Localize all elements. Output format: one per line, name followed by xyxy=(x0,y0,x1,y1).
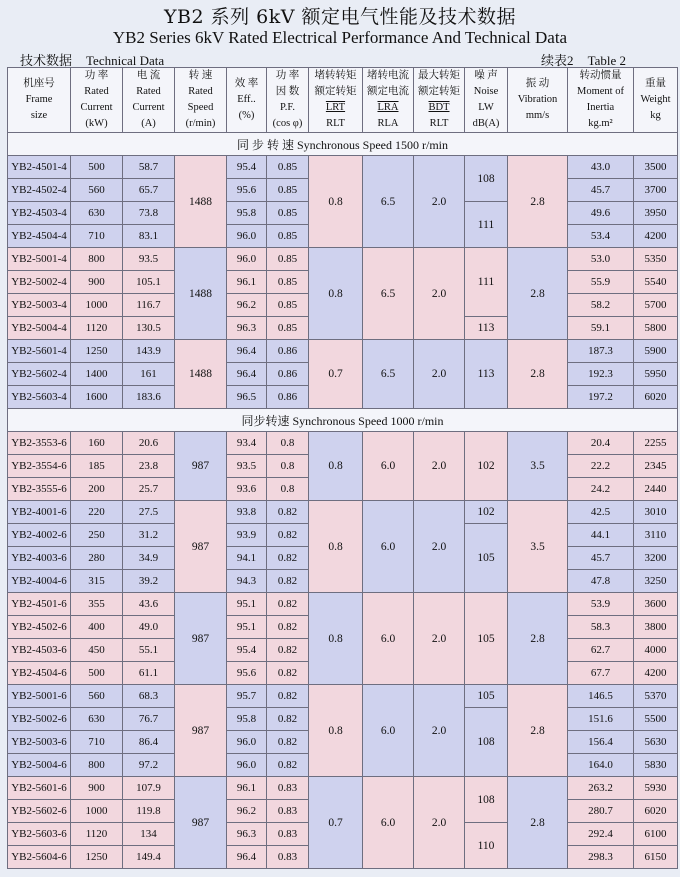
cell-lra: 6.0 xyxy=(363,777,414,869)
cell-efficiency: 95.7 xyxy=(227,685,267,708)
cell-weight: 2440 xyxy=(634,478,678,501)
cell-current: 83.1 xyxy=(123,225,175,248)
cell-power: 450 xyxy=(71,639,123,662)
cell-vibration: 2.8 xyxy=(508,685,568,777)
header-power-factor: 功 率 因 数 P.F. (cos φ) xyxy=(267,68,309,133)
cell-lrt: 0.8 xyxy=(309,685,363,777)
cell-inertia: 20.4 xyxy=(568,432,634,455)
cell-current: 119.8 xyxy=(123,800,175,823)
cell-efficiency: 93.4 xyxy=(227,432,267,455)
cell-inertia: 43.0 xyxy=(568,156,634,179)
cell-weight: 3010 xyxy=(634,501,678,524)
cell-efficiency: 95.4 xyxy=(227,156,267,179)
cell-power: 1250 xyxy=(71,846,123,869)
cell-power-factor: 0.85 xyxy=(267,294,309,317)
cell-frame-size: YB2-5004-6 xyxy=(8,754,71,777)
cell-efficiency: 95.6 xyxy=(227,179,267,202)
cell-frame-size: YB2-3554-6 xyxy=(8,455,71,478)
cell-power-factor: 0.85 xyxy=(267,317,309,340)
cell-current: 86.4 xyxy=(123,731,175,754)
cell-current: 55.1 xyxy=(123,639,175,662)
cell-weight: 6100 xyxy=(634,823,678,846)
cell-power: 250 xyxy=(71,524,123,547)
cell-power: 355 xyxy=(71,593,123,616)
table-row xyxy=(8,685,678,708)
cell-weight: 2345 xyxy=(634,455,678,478)
cell-bdt: 2.0 xyxy=(414,501,465,593)
cell-power: 1250 xyxy=(71,340,123,363)
cell-lra: 6.0 xyxy=(363,593,414,685)
cell-lrt: 0.8 xyxy=(309,156,363,248)
cell-efficiency: 96.1 xyxy=(227,271,267,294)
cell-efficiency: 96.0 xyxy=(227,248,267,271)
cell-frame-size: YB2-4504-4 xyxy=(8,225,71,248)
cell-noise: 102 xyxy=(465,501,508,524)
cell-weight: 5830 xyxy=(634,754,678,777)
cell-power-factor: 0.82 xyxy=(267,547,309,570)
cell-current: 76.7 xyxy=(123,708,175,731)
cell-power-factor: 0.85 xyxy=(267,225,309,248)
table-row xyxy=(8,248,678,271)
table-row xyxy=(8,340,678,363)
page-title-chinese: YB2 系列 6kV 额定电气性能及技术数据 xyxy=(163,6,517,28)
header-rated-current: 电 流 Rated Current (A) xyxy=(123,68,175,133)
cell-current: 58.7 xyxy=(123,156,175,179)
header-efficiency: 效 率 Eff.. (%) xyxy=(227,68,267,133)
cell-lrt: 0.7 xyxy=(309,340,363,409)
cell-efficiency: 95.6 xyxy=(227,662,267,685)
cell-lra: 6.0 xyxy=(363,685,414,777)
cell-inertia: 42.5 xyxy=(568,501,634,524)
cell-inertia: 58.2 xyxy=(568,294,634,317)
cell-power: 1400 xyxy=(71,363,123,386)
cell-power-factor: 0.85 xyxy=(267,179,309,202)
cell-efficiency: 95.8 xyxy=(227,202,267,225)
cell-frame-size: YB2-5003-4 xyxy=(8,294,71,317)
performance-data-table xyxy=(7,67,678,869)
cell-inertia: 164.0 xyxy=(568,754,634,777)
cell-current: 34.9 xyxy=(123,547,175,570)
cell-current: 105.1 xyxy=(123,271,175,294)
cell-inertia: 55.9 xyxy=(568,271,634,294)
cell-bdt: 2.0 xyxy=(414,248,465,340)
cell-weight: 3600 xyxy=(634,593,678,616)
cell-frame-size: YB2-5002-6 xyxy=(8,708,71,731)
cell-inertia: 298.3 xyxy=(568,846,634,869)
cell-efficiency: 96.4 xyxy=(227,340,267,363)
cell-weight: 6150 xyxy=(634,846,678,869)
cell-current: 97.2 xyxy=(123,754,175,777)
cell-power: 800 xyxy=(71,248,123,271)
cell-weight: 3800 xyxy=(634,616,678,639)
cell-current: 134 xyxy=(123,823,175,846)
cell-lra: 6.5 xyxy=(363,340,414,409)
cell-current: 49.0 xyxy=(123,616,175,639)
cell-power: 160 xyxy=(71,432,123,455)
cell-power-factor: 0.85 xyxy=(267,156,309,179)
cell-efficiency: 95.1 xyxy=(227,593,267,616)
header-noise: 噪 声 Noise LW dB(A) xyxy=(465,68,508,133)
cell-current: 116.7 xyxy=(123,294,175,317)
cell-vibration: 2.8 xyxy=(508,340,568,409)
cell-efficiency: 93.5 xyxy=(227,455,267,478)
cell-power-factor: 0.8 xyxy=(267,432,309,455)
cell-lrt: 0.8 xyxy=(309,248,363,340)
cell-bdt: 2.0 xyxy=(414,593,465,685)
cell-efficiency: 93.9 xyxy=(227,524,267,547)
cell-noise: 110 xyxy=(465,823,508,869)
synchronous-speed-band: 同 步 转 速 Synchronous Speed 1500 r/min xyxy=(8,133,678,156)
cell-inertia: 156.4 xyxy=(568,731,634,754)
cell-inertia: 45.7 xyxy=(568,547,634,570)
cell-current: 73.8 xyxy=(123,202,175,225)
synchronous-speed-band: 同步转速 Synchronous Speed 1000 r/min xyxy=(8,409,678,432)
cell-power-factor: 0.82 xyxy=(267,754,309,777)
cell-efficiency: 95.1 xyxy=(227,616,267,639)
cell-inertia: 146.5 xyxy=(568,685,634,708)
cell-current: 23.8 xyxy=(123,455,175,478)
cell-bdt: 2.0 xyxy=(414,340,465,409)
page-title-english: YB2 Series 6kV Rated Electrical Performance And Technical Data xyxy=(112,28,568,47)
cell-speed: 1488 xyxy=(175,248,227,340)
cell-inertia: 53.0 xyxy=(568,248,634,271)
cell-power-factor: 0.86 xyxy=(267,363,309,386)
cell-inertia: 151.6 xyxy=(568,708,634,731)
cell-efficiency: 96.1 xyxy=(227,777,267,800)
cell-efficiency: 94.1 xyxy=(227,547,267,570)
cell-weight: 5930 xyxy=(634,777,678,800)
cell-noise: 105 xyxy=(465,524,508,593)
table-header-row xyxy=(8,68,678,133)
cell-efficiency: 93.8 xyxy=(227,501,267,524)
cell-power-factor: 0.82 xyxy=(267,570,309,593)
table-number-caption: 续表2 Table 2 xyxy=(541,53,626,68)
cell-weight: 4200 xyxy=(634,662,678,685)
cell-frame-size: YB2-5601-6 xyxy=(8,777,71,800)
cell-weight: 3200 xyxy=(634,547,678,570)
cell-power: 200 xyxy=(71,478,123,501)
cell-power-factor: 0.85 xyxy=(267,248,309,271)
technical-data-caption: 技术数据 Technical Data xyxy=(20,53,165,68)
header-weight: 重量 Weight kg xyxy=(634,68,678,133)
cell-noise: 102 xyxy=(465,432,508,501)
cell-power-factor: 0.83 xyxy=(267,800,309,823)
cell-speed: 987 xyxy=(175,432,227,501)
cell-power-factor: 0.83 xyxy=(267,777,309,800)
cell-frame-size: YB2-4504-6 xyxy=(8,662,71,685)
cell-power-factor: 0.83 xyxy=(267,846,309,869)
cell-lrt: 0.7 xyxy=(309,777,363,869)
cell-weight: 5370 xyxy=(634,685,678,708)
cell-vibration: 2.8 xyxy=(508,156,568,248)
cell-power-factor: 0.85 xyxy=(267,271,309,294)
cell-noise: 105 xyxy=(465,593,508,685)
cell-weight: 5950 xyxy=(634,363,678,386)
cell-frame-size: YB2-4501-6 xyxy=(8,593,71,616)
cell-power-factor: 0.82 xyxy=(267,731,309,754)
cell-efficiency: 96.3 xyxy=(227,317,267,340)
cell-inertia: 280.7 xyxy=(568,800,634,823)
cell-power: 800 xyxy=(71,754,123,777)
cell-weight: 5800 xyxy=(634,317,678,340)
cell-vibration: 2.8 xyxy=(508,777,568,869)
cell-noise: 111 xyxy=(465,248,508,317)
cell-frame-size: YB2-5001-4 xyxy=(8,248,71,271)
cell-weight: 3250 xyxy=(634,570,678,593)
cell-power-factor: 0.82 xyxy=(267,524,309,547)
cell-lrt: 0.8 xyxy=(309,432,363,501)
cell-frame-size: YB2-4501-4 xyxy=(8,156,71,179)
cell-power: 630 xyxy=(71,202,123,225)
cell-inertia: 192.3 xyxy=(568,363,634,386)
cell-power-factor: 0.8 xyxy=(267,478,309,501)
cell-inertia: 187.3 xyxy=(568,340,634,363)
cell-weight: 2255 xyxy=(634,432,678,455)
cell-efficiency: 96.5 xyxy=(227,386,267,409)
cell-power-factor: 0.82 xyxy=(267,708,309,731)
cell-weight: 4200 xyxy=(634,225,678,248)
cell-frame-size: YB2-4503-6 xyxy=(8,639,71,662)
cell-power-factor: 0.86 xyxy=(267,340,309,363)
cell-frame-size: YB2-4003-6 xyxy=(8,547,71,570)
cell-bdt: 2.0 xyxy=(414,777,465,869)
cell-power: 315 xyxy=(71,570,123,593)
cell-current: 39.2 xyxy=(123,570,175,593)
cell-power: 560 xyxy=(71,179,123,202)
cell-frame-size: YB2-5003-6 xyxy=(8,731,71,754)
cell-power: 500 xyxy=(71,662,123,685)
cell-lra: 6.5 xyxy=(363,248,414,340)
cell-efficiency: 96.2 xyxy=(227,800,267,823)
cell-power-factor: 0.85 xyxy=(267,202,309,225)
cell-weight: 5540 xyxy=(634,271,678,294)
cell-speed: 987 xyxy=(175,777,227,869)
cell-weight: 3700 xyxy=(634,179,678,202)
header-moment-of-inertia: 转动惯量 Moment of Inertia kg.m² xyxy=(568,68,634,133)
cell-power: 710 xyxy=(71,731,123,754)
cell-inertia: 292.4 xyxy=(568,823,634,846)
cell-weight: 6020 xyxy=(634,800,678,823)
cell-power: 1000 xyxy=(71,294,123,317)
cell-inertia: 67.7 xyxy=(568,662,634,685)
cell-frame-size: YB2-5601-4 xyxy=(8,340,71,363)
cell-weight: 5700 xyxy=(634,294,678,317)
cell-power: 560 xyxy=(71,685,123,708)
cell-frame-size: YB2-4502-6 xyxy=(8,616,71,639)
cell-current: 130.5 xyxy=(123,317,175,340)
cell-current: 43.6 xyxy=(123,593,175,616)
cell-current: 107.9 xyxy=(123,777,175,800)
cell-efficiency: 93.6 xyxy=(227,478,267,501)
header-lra-ratio: 堵转电流 额定电流 LRA RLA xyxy=(363,68,414,133)
cell-weight: 4000 xyxy=(634,639,678,662)
cell-frame-size: YB2-5004-4 xyxy=(8,317,71,340)
cell-frame-size: YB2-4002-6 xyxy=(8,524,71,547)
cell-current: 27.5 xyxy=(123,501,175,524)
cell-current: 143.9 xyxy=(123,340,175,363)
cell-bdt: 2.0 xyxy=(414,156,465,248)
cell-lrt: 0.8 xyxy=(309,593,363,685)
header-rated-speed: 转 速 Rated Speed (r/min) xyxy=(175,68,227,133)
cell-vibration: 2.8 xyxy=(508,248,568,340)
table-row xyxy=(8,501,678,524)
cell-efficiency: 96.0 xyxy=(227,754,267,777)
cell-noise: 111 xyxy=(465,202,508,248)
cell-efficiency: 96.2 xyxy=(227,294,267,317)
cell-noise: 113 xyxy=(465,340,508,409)
cell-lrt: 0.8 xyxy=(309,501,363,593)
cell-speed: 987 xyxy=(175,501,227,593)
cell-power-factor: 0.82 xyxy=(267,593,309,616)
cell-power-factor: 0.82 xyxy=(267,616,309,639)
cell-power: 710 xyxy=(71,225,123,248)
cell-inertia: 197.2 xyxy=(568,386,634,409)
header-vibration: 振 动 Vibration mm/s xyxy=(508,68,568,133)
cell-power: 1600 xyxy=(71,386,123,409)
table-row xyxy=(8,432,678,455)
cell-noise: 105 xyxy=(465,685,508,708)
cell-efficiency: 94.3 xyxy=(227,570,267,593)
cell-current: 183.6 xyxy=(123,386,175,409)
cell-frame-size: YB2-5604-6 xyxy=(8,846,71,869)
cell-current: 61.1 xyxy=(123,662,175,685)
cell-power-factor: 0.83 xyxy=(267,823,309,846)
cell-power: 630 xyxy=(71,708,123,731)
cell-current: 65.7 xyxy=(123,179,175,202)
cell-power: 500 xyxy=(71,156,123,179)
cell-frame-size: YB2-5603-6 xyxy=(8,823,71,846)
cell-frame-size: YB2-4001-6 xyxy=(8,501,71,524)
cell-lra: 6.0 xyxy=(363,432,414,501)
cell-lra: 6.5 xyxy=(363,156,414,248)
cell-power: 280 xyxy=(71,547,123,570)
cell-power: 185 xyxy=(71,455,123,478)
cell-current: 149.4 xyxy=(123,846,175,869)
cell-efficiency: 96.4 xyxy=(227,846,267,869)
cell-noise: 108 xyxy=(465,156,508,202)
cell-speed: 987 xyxy=(175,685,227,777)
cell-inertia: 49.6 xyxy=(568,202,634,225)
cell-current: 25.7 xyxy=(123,478,175,501)
header-frame-size: 机座号 Frame size xyxy=(8,68,71,133)
table-row xyxy=(8,777,678,800)
table-row xyxy=(8,593,678,616)
cell-vibration: 3.5 xyxy=(508,432,568,501)
cell-weight: 5900 xyxy=(634,340,678,363)
cell-weight: 5630 xyxy=(634,731,678,754)
table-row xyxy=(8,156,678,179)
cell-noise: 113 xyxy=(465,317,508,340)
cell-current: 161 xyxy=(123,363,175,386)
cell-weight: 3110 xyxy=(634,524,678,547)
cell-power-factor: 0.82 xyxy=(267,639,309,662)
header-bdt-ratio: 最大转矩 额定转矩 BDT RLT xyxy=(414,68,465,133)
cell-inertia: 24.2 xyxy=(568,478,634,501)
cell-power: 1120 xyxy=(71,823,123,846)
cell-efficiency: 96.4 xyxy=(227,363,267,386)
cell-power: 900 xyxy=(71,271,123,294)
cell-efficiency: 96.0 xyxy=(227,225,267,248)
cell-power: 220 xyxy=(71,501,123,524)
cell-power-factor: 0.82 xyxy=(267,662,309,685)
cell-frame-size: YB2-4502-4 xyxy=(8,179,71,202)
cell-weight: 5500 xyxy=(634,708,678,731)
cell-current: 20.6 xyxy=(123,432,175,455)
cell-efficiency: 95.8 xyxy=(227,708,267,731)
cell-power: 900 xyxy=(71,777,123,800)
cell-frame-size: YB2-5603-4 xyxy=(8,386,71,409)
cell-efficiency: 95.4 xyxy=(227,639,267,662)
cell-power: 400 xyxy=(71,616,123,639)
cell-frame-size: YB2-3555-6 xyxy=(8,478,71,501)
cell-current: 93.5 xyxy=(123,248,175,271)
cell-frame-size: YB2-4503-4 xyxy=(8,202,71,225)
cell-inertia: 263.2 xyxy=(568,777,634,800)
cell-inertia: 53.9 xyxy=(568,593,634,616)
cell-noise: 108 xyxy=(465,708,508,777)
cell-weight: 6020 xyxy=(634,386,678,409)
cell-power-factor: 0.8 xyxy=(267,455,309,478)
cell-current: 68.3 xyxy=(123,685,175,708)
cell-inertia: 22.2 xyxy=(568,455,634,478)
cell-weight: 3950 xyxy=(634,202,678,225)
cell-inertia: 45.7 xyxy=(568,179,634,202)
cell-weight: 5350 xyxy=(634,248,678,271)
cell-power: 1120 xyxy=(71,317,123,340)
cell-current: 31.2 xyxy=(123,524,175,547)
cell-inertia: 47.8 xyxy=(568,570,634,593)
cell-speed: 1488 xyxy=(175,340,227,409)
cell-inertia: 62.7 xyxy=(568,639,634,662)
cell-power: 1000 xyxy=(71,800,123,823)
cell-inertia: 44.1 xyxy=(568,524,634,547)
cell-frame-size: YB2-4004-6 xyxy=(8,570,71,593)
cell-power-factor: 0.82 xyxy=(267,685,309,708)
cell-bdt: 2.0 xyxy=(414,432,465,501)
cell-noise: 108 xyxy=(465,777,508,823)
cell-bdt: 2.0 xyxy=(414,685,465,777)
cell-lra: 6.0 xyxy=(363,501,414,593)
header-lrt-ratio: 堵转转矩 额定转矩 LRT RLT xyxy=(309,68,363,133)
cell-frame-size: YB2-3553-6 xyxy=(8,432,71,455)
cell-inertia: 59.1 xyxy=(568,317,634,340)
cell-frame-size: YB2-5002-4 xyxy=(8,271,71,294)
cell-efficiency: 96.3 xyxy=(227,823,267,846)
cell-efficiency: 96.0 xyxy=(227,731,267,754)
cell-power-factor: 0.86 xyxy=(267,386,309,409)
cell-vibration: 2.8 xyxy=(508,593,568,685)
cell-speed: 1488 xyxy=(175,156,227,248)
cell-vibration: 3.5 xyxy=(508,501,568,593)
header-rated-power: 功 率 Rated Current (kW) xyxy=(71,68,123,133)
cell-power-factor: 0.82 xyxy=(267,501,309,524)
cell-speed: 987 xyxy=(175,593,227,685)
cell-frame-size: YB2-5602-4 xyxy=(8,363,71,386)
cell-inertia: 58.3 xyxy=(568,616,634,639)
cell-inertia: 53.4 xyxy=(568,225,634,248)
cell-frame-size: YB2-5001-6 xyxy=(8,685,71,708)
cell-frame-size: YB2-5602-6 xyxy=(8,800,71,823)
cell-weight: 3500 xyxy=(634,156,678,179)
